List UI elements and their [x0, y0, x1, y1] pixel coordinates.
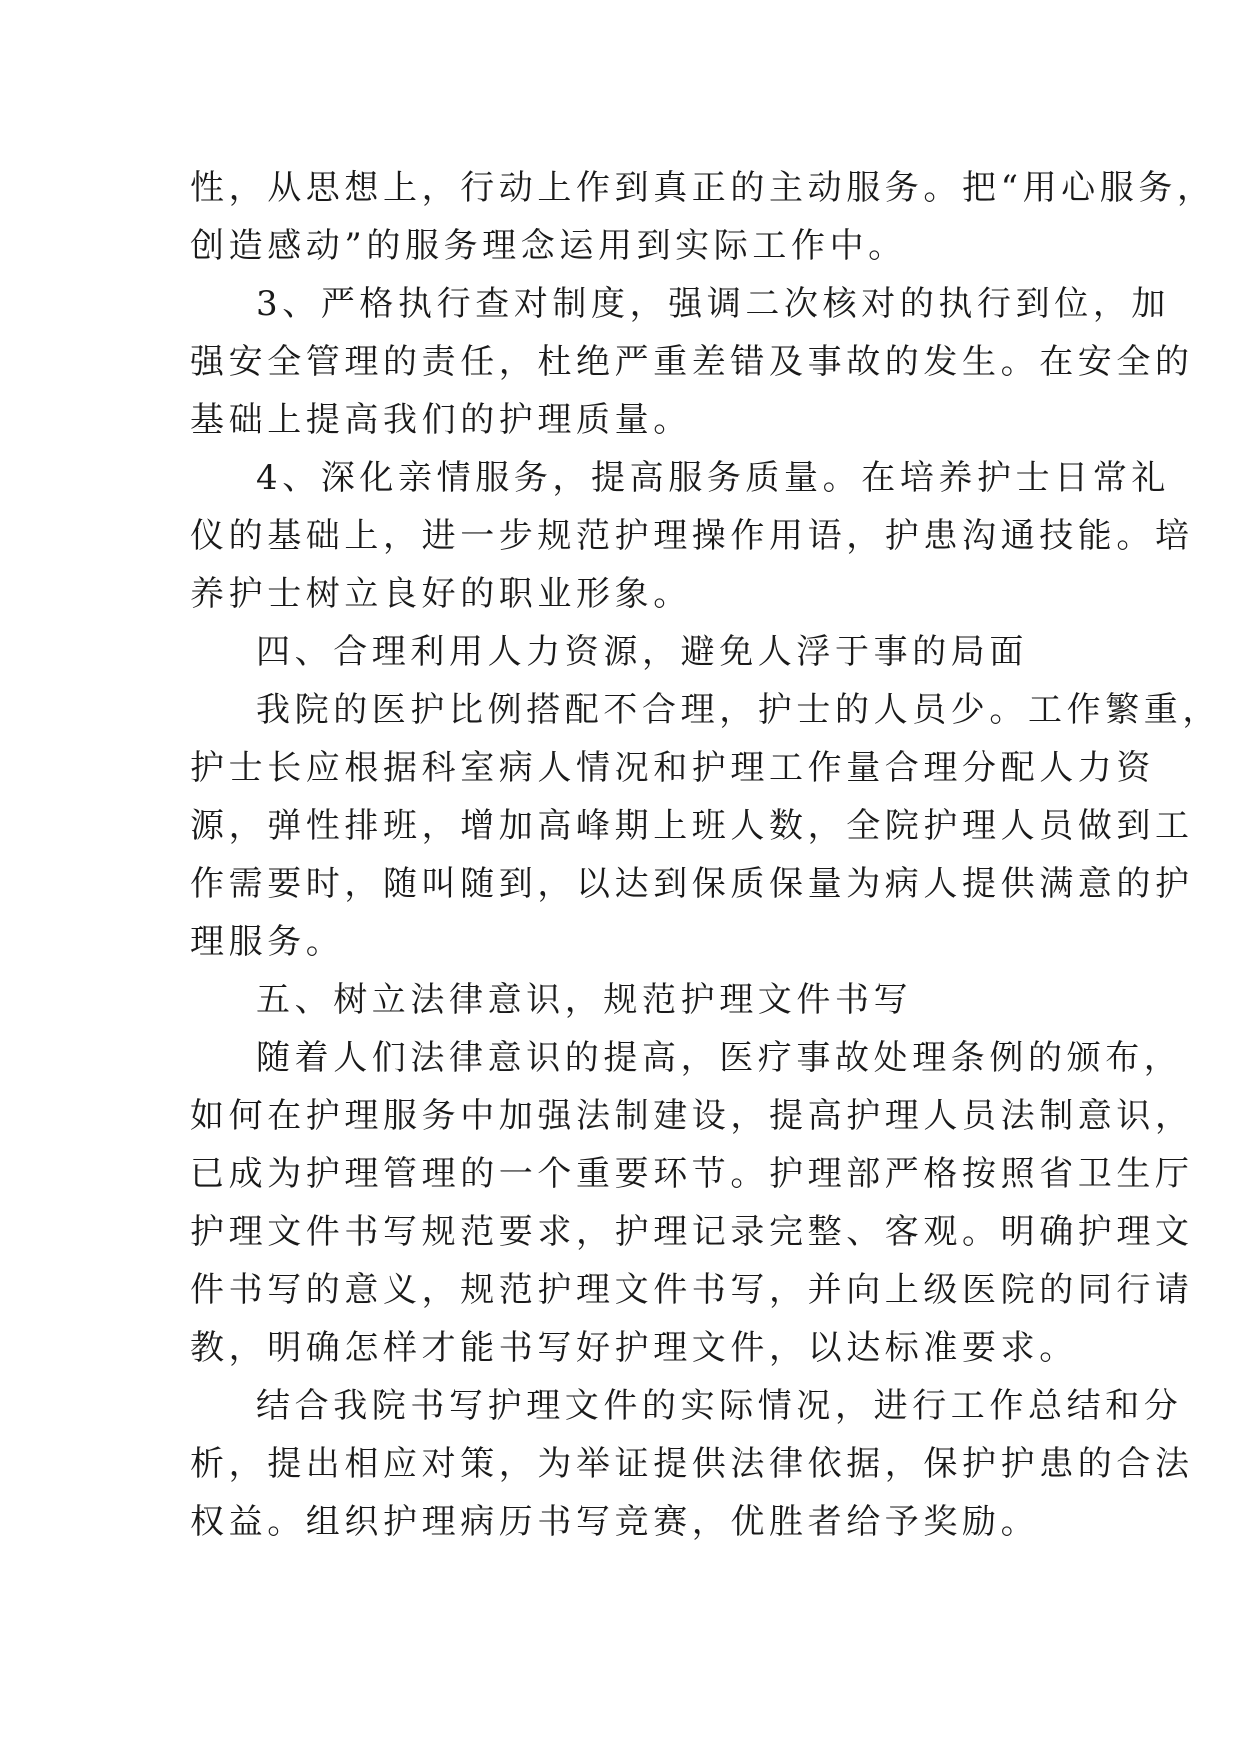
text-line: 3、严格执行查对制度，强调二次核对的执行到位，加: [256, 284, 1171, 324]
section-heading: 四、合理利用人力资源，避免人浮于事的局面: [256, 632, 1028, 672]
text-line: 已成为护理管理的一个重要环节。护理部严格按照省卫生厅: [190, 1154, 1194, 1194]
text-line: 护理文件书写规范要求，护理记录完整、客观。明确护理文: [190, 1212, 1194, 1252]
document-body: [190, 159, 1221, 1551]
text-line: 结合我院书写护理文件的实际情况，进行工作总结和分: [256, 1386, 1183, 1426]
text-line: 仪的基础上，进一步规范护理操作用语，护患沟通技能。培: [190, 516, 1194, 556]
text-line: 理服务。: [190, 922, 345, 962]
text-line: 创造感动”的服务理念运用到实际工作中。: [190, 226, 907, 266]
text-line: 随着人们法律意识的提高，医疗事故处理条例的颁布，: [256, 1038, 1183, 1078]
text-line: 权益。组织护理病历书写竞赛，优胜者给予奖励。: [190, 1502, 1040, 1542]
text-line: 如何在护理服务中加强法制建设，提高护理人员法制意识，: [190, 1096, 1194, 1136]
text-line: 基础上提高我们的护理质量。: [190, 400, 692, 440]
section-heading: 五、树立法律意识，规范护理文件书写: [256, 980, 913, 1020]
text-line: 析，提出相应对策，为举证提供法律依据，保护护患的合法: [190, 1444, 1194, 1484]
text-line: 源，弹性排班，增加高峰期上班人数，全院护理人员做到工: [190, 806, 1194, 846]
text-line: 性，从思想上，行动上作到真正的主动服务。把“用心服务，: [190, 168, 1216, 208]
text-line: 4、深化亲情服务，提高服务质量。在培养护士日常礼: [256, 458, 1171, 498]
text-line: 作需要时，随叫随到，以达到保质保量为病人提供满意的护: [190, 864, 1194, 904]
text-line: 我院的医护比例搭配不合理，护士的人员少。工作繁重，: [256, 690, 1221, 730]
text-line: 养护士树立良好的职业形象。: [190, 574, 692, 614]
text-line: 护士长应根据科室病人情况和护理工作量合理分配人力资: [190, 748, 1155, 788]
text-line: 教，明确怎样才能书写好护理文件，以达标准要求。: [190, 1328, 1078, 1368]
text-line: 强安全管理的责任，杜绝严重差错及事故的发生。在安全的: [190, 342, 1194, 382]
text-line: 件书写的意义，规范护理文件书写，并向上级医院的同行请: [190, 1270, 1194, 1310]
